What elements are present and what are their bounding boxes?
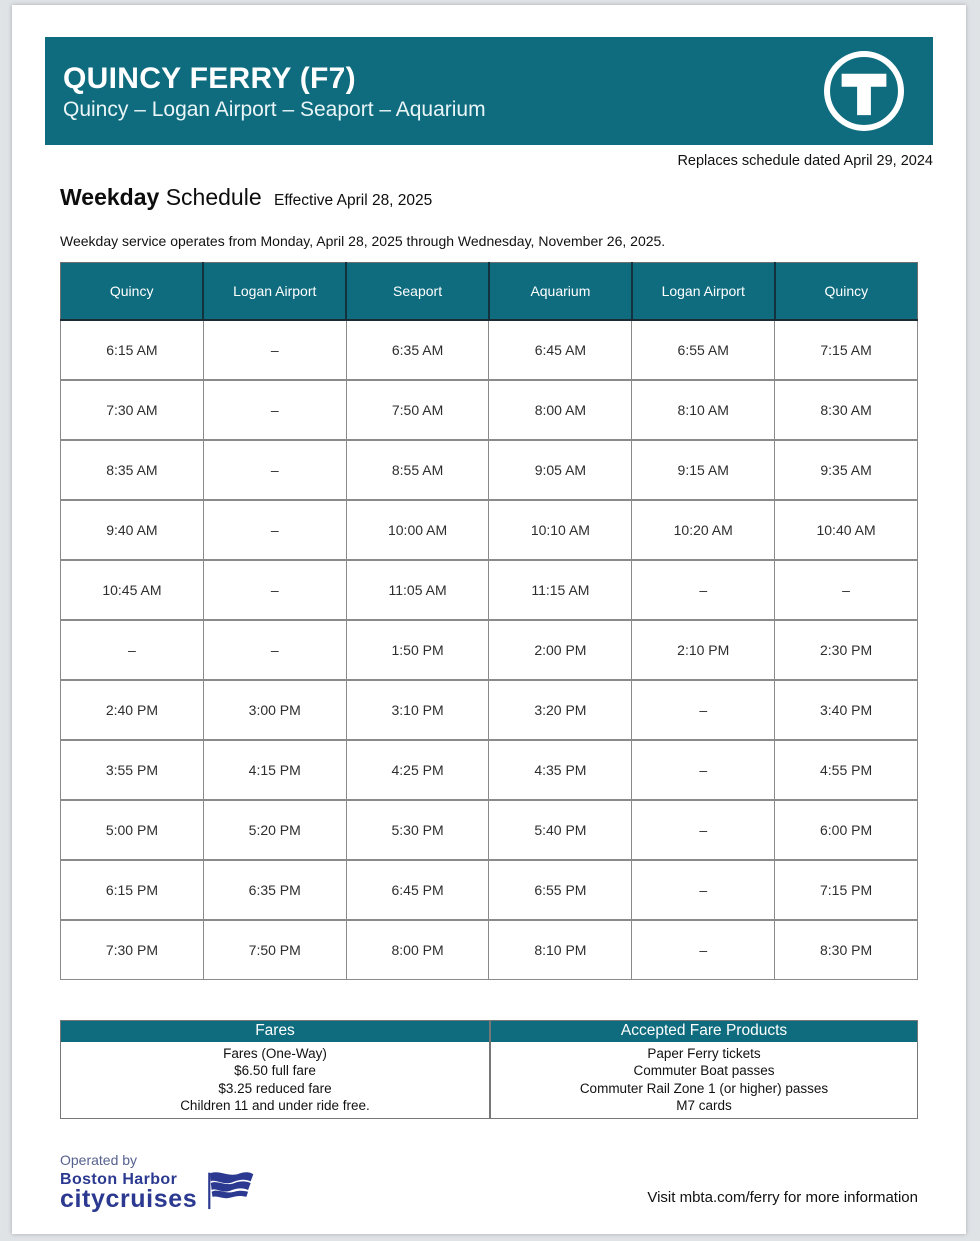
- schedule-cell: 5:20 PM: [203, 800, 346, 860]
- schedule-cell: 8:30 PM: [775, 920, 918, 980]
- schedule-cell: –: [203, 440, 346, 500]
- schedule-cell: –: [632, 920, 775, 980]
- schedule-cell: –: [203, 500, 346, 560]
- fare-line: Commuter Boat passes: [633, 1063, 775, 1079]
- schedule-cell: 6:45 PM: [346, 860, 489, 920]
- schedule-cell: –: [203, 380, 346, 440]
- schedule-cell: –: [203, 560, 346, 620]
- operator-name-line2: citycruises: [60, 1185, 198, 1214]
- route-stops-subtitle: Quincy – Logan Airport – Seaport – Aquarium: [63, 98, 486, 122]
- schedule-cell: 7:15 PM: [775, 860, 918, 920]
- schedule-column-header: Logan Airport: [203, 263, 346, 320]
- schedule-cell: 8:10 PM: [489, 920, 632, 980]
- schedule-cell: 3:40 PM: [775, 680, 918, 740]
- schedule-cell: 3:20 PM: [489, 680, 632, 740]
- schedule-cell: 7:15 AM: [775, 320, 918, 380]
- operator-name-line1: Boston Harbor: [60, 1171, 178, 1189]
- schedule-cell: 10:45 AM: [61, 560, 204, 620]
- schedule-cell: 6:55 PM: [489, 860, 632, 920]
- schedule-cell: 9:40 AM: [61, 500, 204, 560]
- service-period-note: Weekday service operates from Monday, April 28, 2025 through Wednesday, November 26, 2025.: [60, 233, 666, 249]
- mbta-link-note: Visit mbta.com/ferry for more information: [647, 1189, 918, 1206]
- schedule-cell: 6:35 PM: [203, 860, 346, 920]
- schedule-cell: 10:20 AM: [632, 500, 775, 560]
- schedule-row: [61, 500, 918, 560]
- schedule-row: [61, 680, 918, 740]
- schedule-cell: 7:30 PM: [61, 920, 204, 980]
- schedule-cell: 4:25 PM: [346, 740, 489, 800]
- schedule-cell: 4:55 PM: [775, 740, 918, 800]
- schedule-cell: 7:50 AM: [346, 380, 489, 440]
- schedule-heading: [60, 184, 966, 211]
- schedule-cell: –: [632, 560, 775, 620]
- fare-line: M7 cards: [676, 1097, 732, 1113]
- document-page: [12, 5, 966, 1234]
- schedule-cell: 5:40 PM: [489, 800, 632, 860]
- schedule-cell: 11:05 AM: [346, 560, 489, 620]
- schedule-cell: 9:15 AM: [632, 440, 775, 500]
- schedule-cell: 10:00 AM: [346, 500, 489, 560]
- fare-line: $3.25 reduced fare: [218, 1080, 332, 1096]
- fare-line: Paper Ferry tickets: [647, 1046, 761, 1061]
- fare-products-box-body: [491, 1042, 917, 1118]
- schedule-cell: 8:35 AM: [61, 440, 204, 500]
- schedule-cell: 3:55 PM: [61, 740, 204, 800]
- flag-icon: [203, 1170, 255, 1210]
- schedule-column-header: Seaport: [346, 263, 489, 320]
- fare-line: Commuter Rail Zone 1 (or higher) passes: [579, 1080, 829, 1096]
- schedule-column-header: Quincy: [61, 263, 204, 320]
- fares-box-title: Fares: [61, 1021, 489, 1042]
- schedule-cell: 7:50 PM: [203, 920, 346, 980]
- fare-products-box-title: Accepted Fare Products: [491, 1021, 917, 1042]
- footer: [12, 1152, 966, 1212]
- schedule-cell: 6:15 AM: [61, 320, 204, 380]
- schedule-cell: 8:30 AM: [775, 380, 918, 440]
- schedule-header-row: [61, 263, 918, 320]
- schedule-cell: 3:10 PM: [346, 680, 489, 740]
- schedule-cell: –: [203, 320, 346, 380]
- schedule-cell: 8:55 AM: [346, 440, 489, 500]
- operator-lockup: [60, 1170, 255, 1212]
- route-title: QUINCY FERRY (F7): [63, 61, 356, 95]
- schedule-cell: 8:10 AM: [632, 380, 775, 440]
- replaces-note: Replaces schedule dated April 29, 2024: [677, 153, 933, 169]
- fare-line: Children 11 and under ride free.: [180, 1097, 370, 1113]
- schedule-cell: 6:00 PM: [775, 800, 918, 860]
- schedule-row: [61, 380, 918, 440]
- schedule-heading-word: Schedule: [165, 184, 262, 210]
- schedule-cell: –: [632, 680, 775, 740]
- schedule-cell: –: [632, 860, 775, 920]
- schedule-cell: 11:15 AM: [489, 560, 632, 620]
- fares-box: [61, 1021, 489, 1118]
- schedule-cell: 8:00 PM: [346, 920, 489, 980]
- schedule-cell: 2:40 PM: [61, 680, 204, 740]
- schedule-cell: 4:35 PM: [489, 740, 632, 800]
- schedule-cell: 1:50 PM: [346, 620, 489, 680]
- fare-line: Fares (One-Way): [223, 1046, 327, 1061]
- schedule-body: [61, 320, 918, 980]
- schedule-cell: 6:45 AM: [489, 320, 632, 380]
- fares-section: [60, 1020, 918, 1119]
- fares-box-body: [61, 1042, 489, 1118]
- fare-line: $6.50 full fare: [234, 1063, 316, 1079]
- schedule-cell: 8:00 AM: [489, 380, 632, 440]
- schedule-row: [61, 440, 918, 500]
- schedule-cell: 6:15 PM: [61, 860, 204, 920]
- operator-logo: [60, 1152, 255, 1212]
- operated-by-label: Operated by: [60, 1152, 138, 1168]
- schedule-row: [61, 860, 918, 920]
- schedule-cell: 5:00 PM: [61, 800, 204, 860]
- schedule-row: [61, 800, 918, 860]
- schedule-cell: 2:00 PM: [489, 620, 632, 680]
- schedule-row: [61, 320, 918, 380]
- schedule-cell: 9:05 AM: [489, 440, 632, 500]
- header-titles: [63, 60, 486, 123]
- fare-products-box: [489, 1021, 917, 1118]
- schedule-cell: 6:35 AM: [346, 320, 489, 380]
- schedule-cell: –: [61, 620, 204, 680]
- schedule-cell: 2:30 PM: [775, 620, 918, 680]
- schedule-cell: 4:15 PM: [203, 740, 346, 800]
- schedule-column-header: Logan Airport: [632, 263, 775, 320]
- schedule-row: [61, 740, 918, 800]
- schedule-table: [60, 262, 918, 980]
- schedule-column-header: Quincy: [775, 263, 918, 320]
- schedule-cell: –: [775, 560, 918, 620]
- schedule-cell: 3:00 PM: [203, 680, 346, 740]
- mbta-t-logo-icon: [821, 48, 907, 134]
- schedule-row: [61, 560, 918, 620]
- operator-wordmark: [60, 1172, 197, 1212]
- schedule-cell: –: [632, 740, 775, 800]
- schedule-cell: 2:10 PM: [632, 620, 775, 680]
- schedule-row: [61, 620, 918, 680]
- schedule-cell: –: [203, 620, 346, 680]
- schedule-cell: 5:30 PM: [346, 800, 489, 860]
- schedule-row: [61, 920, 918, 980]
- schedule-cell: –: [632, 800, 775, 860]
- header-banner: [45, 37, 933, 145]
- schedule-heading-day: Weekday: [60, 184, 160, 210]
- schedule-effective-date: Effective April 28, 2025: [274, 192, 433, 209]
- schedule-cell: 7:30 AM: [61, 380, 204, 440]
- schedule-cell: 10:10 AM: [489, 500, 632, 560]
- schedule-column-header: Aquarium: [489, 263, 632, 320]
- schedule-cell: 6:55 AM: [632, 320, 775, 380]
- schedule-cell: 9:35 AM: [775, 440, 918, 500]
- schedule-cell: 10:40 AM: [775, 500, 918, 560]
